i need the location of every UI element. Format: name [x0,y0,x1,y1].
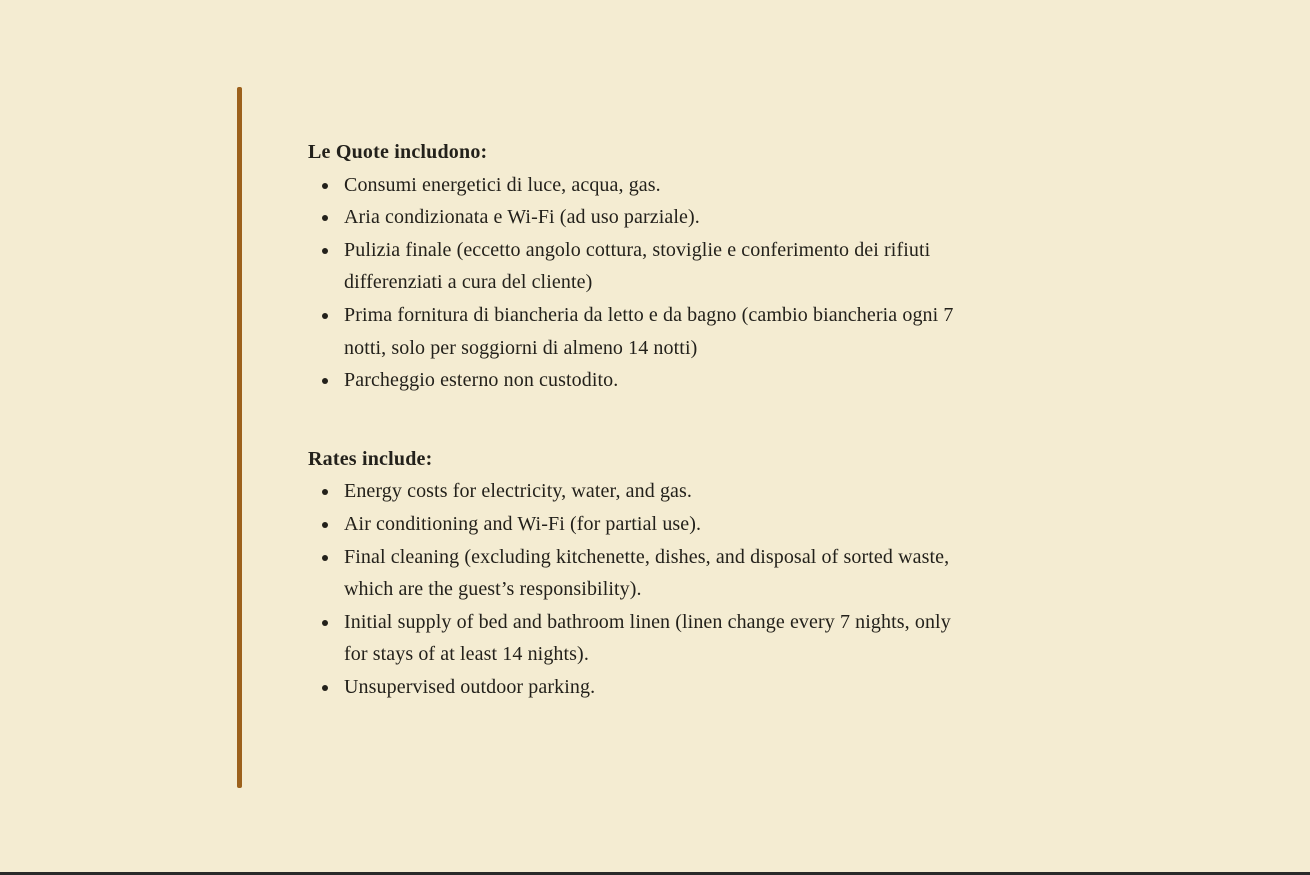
bullet-icon [322,685,328,691]
list-item [308,201,956,234]
list-item [308,364,956,397]
bullet-icon [322,313,328,319]
bullet-icon [322,248,328,254]
list-item [308,508,956,541]
list-item-text: Aria condizionata e Wi-Fi (ad uso parziale). [344,206,700,229]
list-item [308,541,956,606]
vertical-accent-line [237,87,242,788]
list-item [308,475,956,508]
section-heading-italian: Le Quote includono: [308,141,488,163]
section-italian-rates [308,136,956,397]
list-item-text: Consumi energetici di luce, acqua, gas. [344,173,661,196]
bullet-icon [322,378,328,384]
list-item-text: Initial supply of bed and bathroom linen (linen change every 7 nights, only for stays of at least 14 nights). [344,610,951,666]
list-item-text: Energy costs for electricity, water, and gas. [344,480,693,503]
bullet-icon [322,183,328,189]
bullet-icon [322,522,328,528]
list-item [308,169,956,202]
list-item-text: Prima fornitura di biancheria da letto e da bagno (cambio biancheria ogni 7 notti, solo per soggiorni di almeno 14 notti) [344,303,954,359]
bullet-list-english [308,475,956,703]
section-english-rates [308,443,956,704]
list-item-text: Air conditioning and Wi-Fi (for partial use). [344,512,702,535]
list-item [308,234,956,299]
list-item [308,299,956,364]
bullet-icon [322,489,328,495]
list-item-text: Parcheggio esterno non custodito. [344,369,619,392]
list-item-text: Final cleaning (excluding kitchenette, dishes, and disposal of sorted waste, which are the guest’s responsibility). [344,545,950,601]
list-item [308,671,956,704]
list-item-text: Unsupervised outdoor parking. [344,675,596,698]
bullet-icon [322,620,328,626]
list-item-text: Pulizia finale (eccetto angolo cottura, stoviglie e conferimento dei rifiuti differenziati a cura del cliente) [344,238,931,294]
bullet-icon [322,215,328,221]
list-item [308,606,956,671]
content-block [308,136,956,704]
bullet-icon [322,555,328,561]
section-heading-english: Rates include: [308,447,433,470]
bullet-list-italian [308,169,956,397]
